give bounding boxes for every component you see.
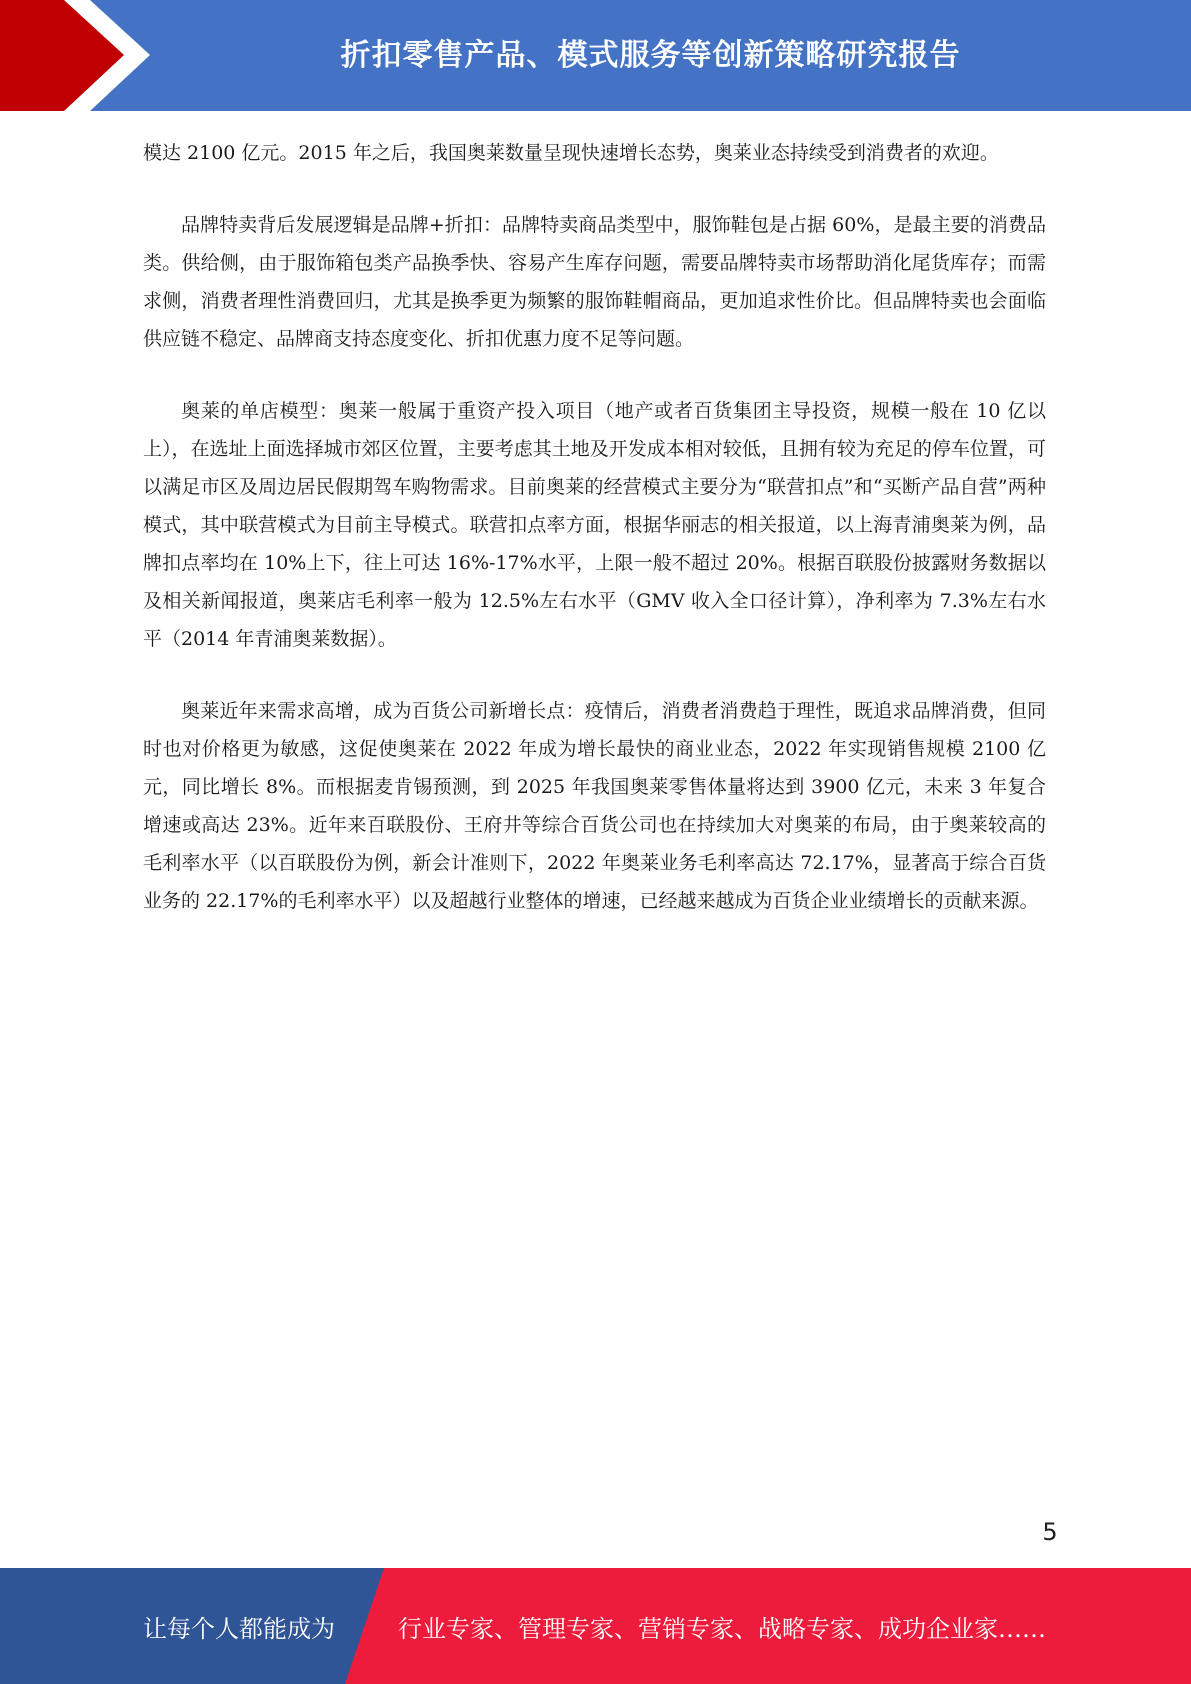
page-header [0, 0, 1191, 111]
footer-slogan-right: 行业专家、管理专家、营销专家、战略专家、成功企业家…… [398, 1614, 1046, 1643]
page-number: 5 [1042, 1518, 1058, 1546]
page-footer [0, 1568, 1191, 1684]
paragraph-brand-flash-sale: 品牌特卖背后发展逻辑是品牌+折扣：品牌特卖商品类型中，服饰鞋包是占据 60%，是最主要的消费品类。供给侧，由于服饰箱包类产品换季快、容易产生库存问题，需要品牌特卖市场帮助消化尾货库存；而需求侧，消费者理性消费回归，尤其是换季更为频繁的服饰鞋帽商品，更加追求性价比。但品牌特卖也会面临供应链不稳定、品牌商支持态度变化、折扣优惠力度不足等问题。 [143, 214, 1046, 350]
document-body [143, 134, 1046, 954]
paragraph-outlet-store-model: 奥莱的单店模型：奥莱一般属于重资产投入项目（地产或者百货集团主导投资，规模一般在 10 亿以上），在选址上面选择城市郊区位置，主要考虑其土地及开发成本相对较低，且拥有较为充足的停车位置，可以满足市区及周边居民假期驾车购物需求。目前奥莱的经营模式主要分为“联营扣点”和“买断产品自营”两种模式，其中联营模式为目前主导模式。联营扣点率方面，根据华丽志的相关报道，以上海青浦奥莱为例，品牌扣点率均在 10%上下，往上可达 16%-17%水平，上限一般不超过 20%。根据百联股份披露财务数据以及相关新闻报道，奥莱店毛利率一般为 12.5%左右水平（GMV 收入全口径计算），净利率为 7.3%左右水平（2014 年青浦奥莱数据）。 [143, 400, 1046, 650]
paragraph-continuation: 模达 2100 亿元。2015 年之后，我国奥莱数量呈现快速增长态势，奥莱业态持续受到消费者的欢迎。 [143, 142, 999, 164]
paragraph-outlet-demand-growth: 奥莱近年来需求高增，成为百货公司新增长点：疫情后，消费者消费趋于理性，既追求品牌消费，但同时也对价格更为敏感，这促使奥莱在 2022 年成为增长最快的商业业态，2022 年实现销售规模 2100 亿元，同比增长 8%。而根据麦肯锡预测，到 2025 年我国奥莱零售体量将达到 3900 亿元，未来 3 年复合增速或高达 23%。近年来百联股份、王府井等综合百货公司也在持续加大对奥莱的布局，由于奥莱较高的毛利率水平（以百联股份为例，新会计准则下，2022 年奥莱业务毛利率高达 72.17%，显著高于综合百货业务的 22.17%的毛利率水平）以及超越行业整体的增速，已经越来越成为百货企业业绩增长的贡献来源。 [143, 700, 1046, 912]
footer-slogan-left: 让每个人都能成为 [143, 1614, 335, 1643]
header-title: 折扣零售产品、模式服务等创新策略研究报告 [340, 37, 961, 73]
